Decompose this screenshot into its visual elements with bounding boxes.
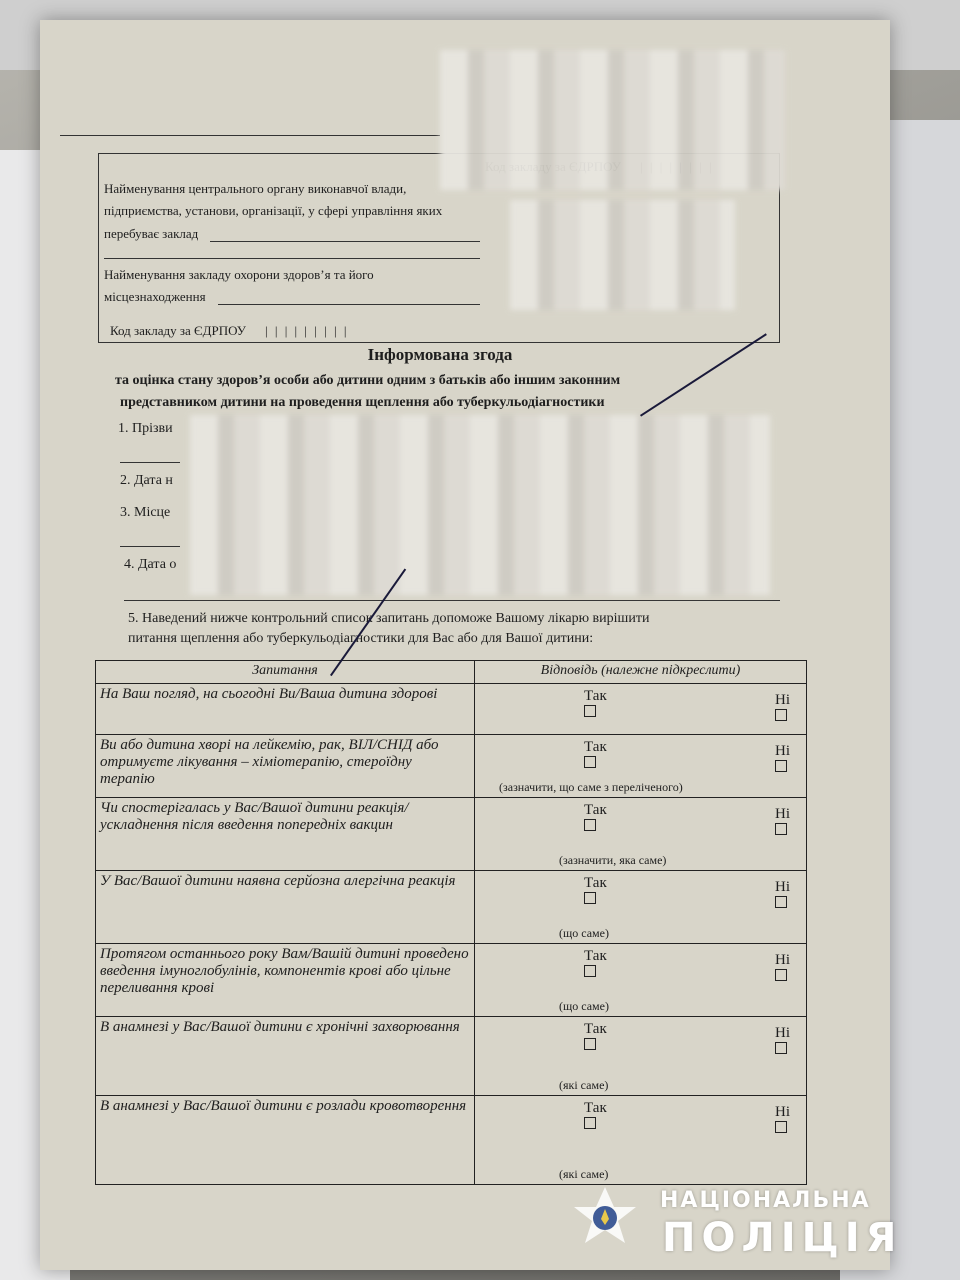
table-row bbox=[96, 1096, 807, 1185]
yes-option[interactable]: Так bbox=[584, 802, 607, 836]
no-option[interactable]: Ні bbox=[775, 743, 790, 777]
table-row bbox=[96, 944, 807, 1017]
yes-checkbox-icon[interactable] bbox=[584, 1038, 596, 1050]
org-label-3: перебуває заклад bbox=[104, 226, 199, 241]
checklist-intro-2: питання щеплення або туберкульодіагностики для Вас або для Вашої дитини: bbox=[128, 631, 594, 646]
answer-note: (які саме) bbox=[559, 1078, 609, 1092]
form-subtitle-2: представником дитини на проведення щеплення або туберкульодіагностики bbox=[120, 395, 605, 410]
yes-option[interactable]: Так bbox=[584, 948, 607, 982]
table-row bbox=[96, 871, 807, 944]
question-text: Чи спостерігалась у Вас/Вашої дитини реакція/ускладнення після введення попередніх вакцин bbox=[96, 798, 475, 871]
answer-note: (які саме) bbox=[559, 1167, 609, 1181]
yes-checkbox-icon[interactable] bbox=[584, 1117, 596, 1129]
no-option[interactable]: Ні bbox=[775, 1104, 790, 1138]
field-residence: 3. Місце bbox=[120, 505, 171, 520]
table-row bbox=[96, 798, 807, 871]
no-checkbox-icon[interactable] bbox=[775, 709, 787, 721]
no-checkbox-icon[interactable] bbox=[775, 823, 787, 835]
col-answer-header: Відповідь (належне підкреслити) bbox=[475, 661, 807, 684]
health-fill-line bbox=[218, 304, 480, 305]
checklist-table bbox=[95, 660, 807, 1185]
field-surname-line bbox=[120, 462, 180, 463]
code-cells-bottom: | | | | | | | | | bbox=[265, 323, 349, 338]
org-fill-line-2 bbox=[104, 258, 480, 259]
no-option[interactable]: Ні bbox=[775, 692, 790, 726]
field-exam-line bbox=[124, 600, 780, 601]
yes-option[interactable]: Так bbox=[584, 739, 607, 773]
yes-checkbox-icon[interactable] bbox=[584, 819, 596, 831]
col-question-header: Запитання bbox=[96, 661, 475, 684]
watermark-line-2: ПОЛІЦІЯ bbox=[662, 1215, 903, 1261]
yes-checkbox-icon[interactable] bbox=[584, 756, 596, 768]
no-option[interactable]: Ні bbox=[775, 806, 790, 840]
form-title: Інформована згода bbox=[367, 345, 513, 364]
no-checkbox-icon[interactable] bbox=[775, 1121, 787, 1133]
yes-checkbox-icon[interactable] bbox=[584, 965, 596, 977]
answer-note: (зазначити, що саме з переліченого) bbox=[499, 780, 683, 794]
top-signature-line bbox=[60, 135, 440, 136]
answer-note: (що саме) bbox=[559, 926, 609, 940]
no-option[interactable]: Ні bbox=[775, 879, 790, 913]
table-row bbox=[96, 1017, 807, 1096]
yes-option[interactable]: Так bbox=[584, 1100, 607, 1134]
answer-note: (що саме) bbox=[559, 999, 609, 1013]
yes-checkbox-icon[interactable] bbox=[584, 892, 596, 904]
redacted-area-3 bbox=[190, 415, 770, 595]
form-subtitle-1: та оцінка стану здоров’я особи або дитини одним з батьків або іншим законним bbox=[115, 373, 621, 388]
health-label-2: місцезнаходження bbox=[104, 289, 206, 304]
code-label-bottom: Код закладу за ЄДРПОУ bbox=[110, 323, 246, 338]
health-label-1: Найменування закладу охорони здоров’я та його bbox=[104, 267, 374, 282]
no-checkbox-icon[interactable] bbox=[775, 969, 787, 981]
table-row bbox=[96, 684, 807, 735]
org-fill-line bbox=[210, 241, 480, 242]
yes-option[interactable]: Так bbox=[584, 688, 607, 722]
org-label-1: Найменування центрального органу виконавчої влади, bbox=[104, 181, 407, 196]
answer-note: (зазначити, яка саме) bbox=[559, 853, 667, 867]
question-text: Ви або дитина хворі на лейкемію, рак, ВІЛ/СНІД або отримуєте лікування – хіміотерапію, стероїдну терапію bbox=[96, 735, 475, 798]
field-birthdate: 2. Дата н bbox=[120, 473, 173, 488]
checklist-intro-1: 5. Наведений нижче контрольний список запитань допоможе Вашому лікарю вирішити bbox=[128, 611, 650, 626]
no-checkbox-icon[interactable] bbox=[775, 760, 787, 772]
question-text: Протягом останнього року Вам/Вашій дитині проведено введення імуноглобулінів, компонентів крові або цільне переливання крові bbox=[96, 944, 475, 1017]
table-row bbox=[96, 735, 807, 798]
question-text: У Вас/Вашої дитини наявна серйозна алергічна реакція bbox=[96, 871, 475, 944]
org-label-2: підприємства, установи, організації, у сфері управління яких bbox=[104, 203, 443, 218]
question-text: В анамнезі у Вас/Вашої дитини є хронічні захворювання bbox=[96, 1017, 475, 1096]
yes-option[interactable]: Так bbox=[584, 1021, 607, 1055]
no-option[interactable]: Ні bbox=[775, 1025, 790, 1059]
redacted-area-2 bbox=[510, 200, 735, 310]
field-exam-date: 4. Дата о bbox=[124, 557, 177, 572]
field-surname: 1. Прізви bbox=[118, 421, 173, 436]
redacted-area-1 bbox=[440, 50, 785, 190]
consent-form-sheet bbox=[40, 20, 890, 1270]
question-text: В анамнезі у Вас/Вашої дитини є розлади кровотворення bbox=[96, 1096, 475, 1185]
no-checkbox-icon[interactable] bbox=[775, 896, 787, 908]
question-text: На Ваш погляд, на сьогодні Ви/Ваша дитина здорові bbox=[96, 684, 475, 735]
yes-option[interactable]: Так bbox=[584, 875, 607, 909]
police-badge-logo bbox=[570, 1185, 640, 1255]
field-residence-line bbox=[120, 546, 180, 547]
yes-checkbox-icon[interactable] bbox=[584, 705, 596, 717]
no-checkbox-icon[interactable] bbox=[775, 1042, 787, 1054]
watermark-line-1: НАЦІОНАЛЬНА bbox=[660, 1188, 871, 1213]
no-option[interactable]: Ні bbox=[775, 952, 790, 986]
